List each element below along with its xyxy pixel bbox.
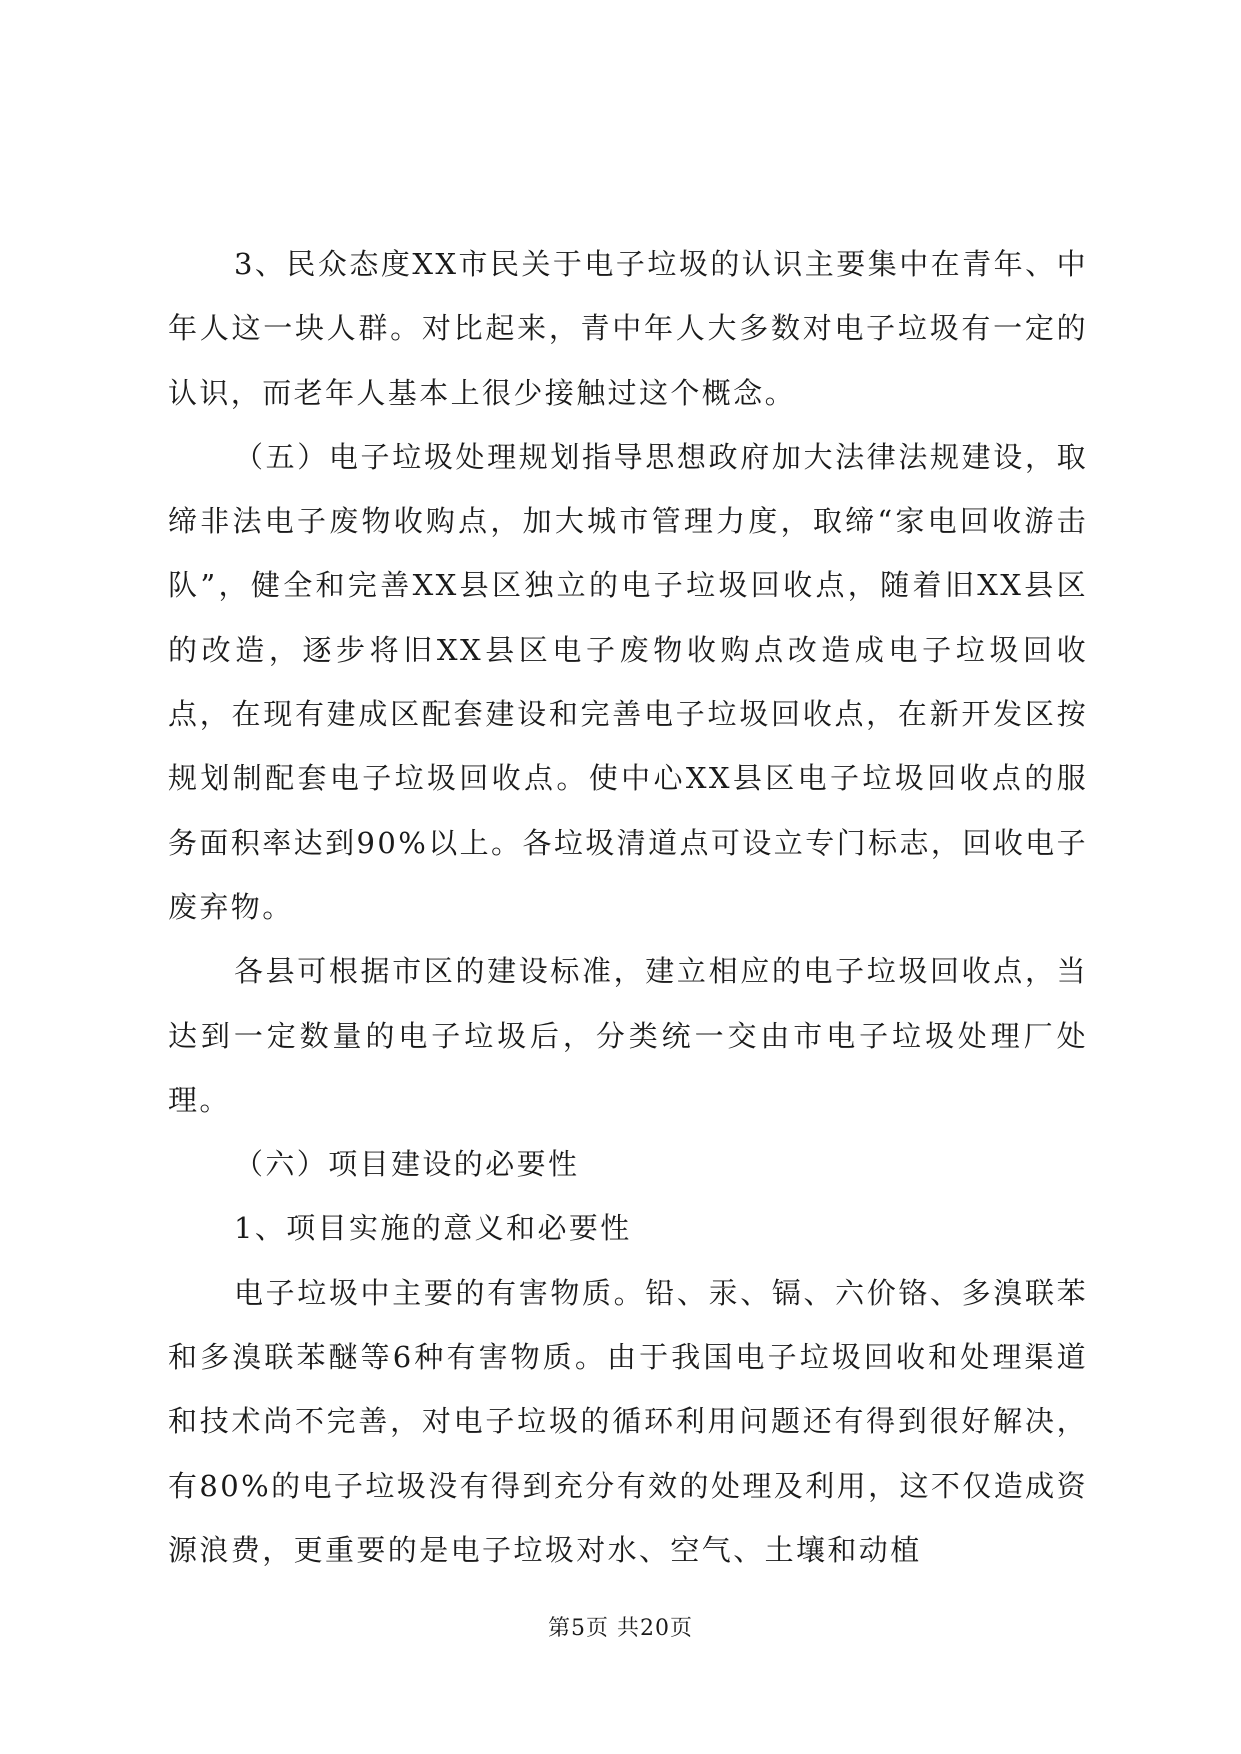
section-heading-necessity: （六）项目建设的必要性 <box>234 1147 580 1182</box>
paragraph-public-attitude: 3、民众态度XX市民关于电子垃圾的认识主要集中在青年、中年人这一块人群。对比起来，青中年人大多数对电子垃圾有一定的认识，而老年人基本上很少接触过这个概念。 <box>168 247 1088 410</box>
paragraph-county-standards: 各县可根据市区的建设标准，建立相应的电子垃圾回收点，当达到一定数量的电子垃圾后，分类统一交由市电子垃圾处理厂处理。 <box>168 954 1088 1117</box>
document-body <box>168 232 1088 1582</box>
paragraph-guiding-ideology: （五）电子垃圾处理规划指导思想政府加大法律法规建设，取缔非法电子废物收购点，加大城市管理力度，取缔“家电回收游击队”，健全和完善XX县区独立的电子垃圾回收点，随着旧XX县区的改造，逐步将旧XX县区电子废物收购点改造成电子垃圾回收点，在现有建成区配套建设和完善电子垃圾回收点，在新开发区按规划制配套电子垃圾回收点。使中心XX县区电子垃圾回收点的服务面积率达到90%以上。各垃圾清道点可设立专门标志，回收电子废弃物。 <box>168 439 1088 924</box>
page-number-footer: 第5页 共20页 <box>548 1616 693 1641</box>
subsection-heading-significance: 1、项目实施的意义和必要性 <box>234 1211 632 1246</box>
paragraph-hazardous-substances: 电子垃圾中主要的有害物质。铅、汞、镉、六价铬、多溴联苯和多溴联苯醚等6种有害物质。由于我国电子垃圾回收和处理渠道和技术尚不完善，对电子垃圾的循环利用问题还有得到很好解决，有80%的电子垃圾没有得到充分有效的处理及利用，这不仅造成资源浪费，更重要的是电子垃圾对水、空气、土壤和动植 <box>168 1275 1088 1567</box>
